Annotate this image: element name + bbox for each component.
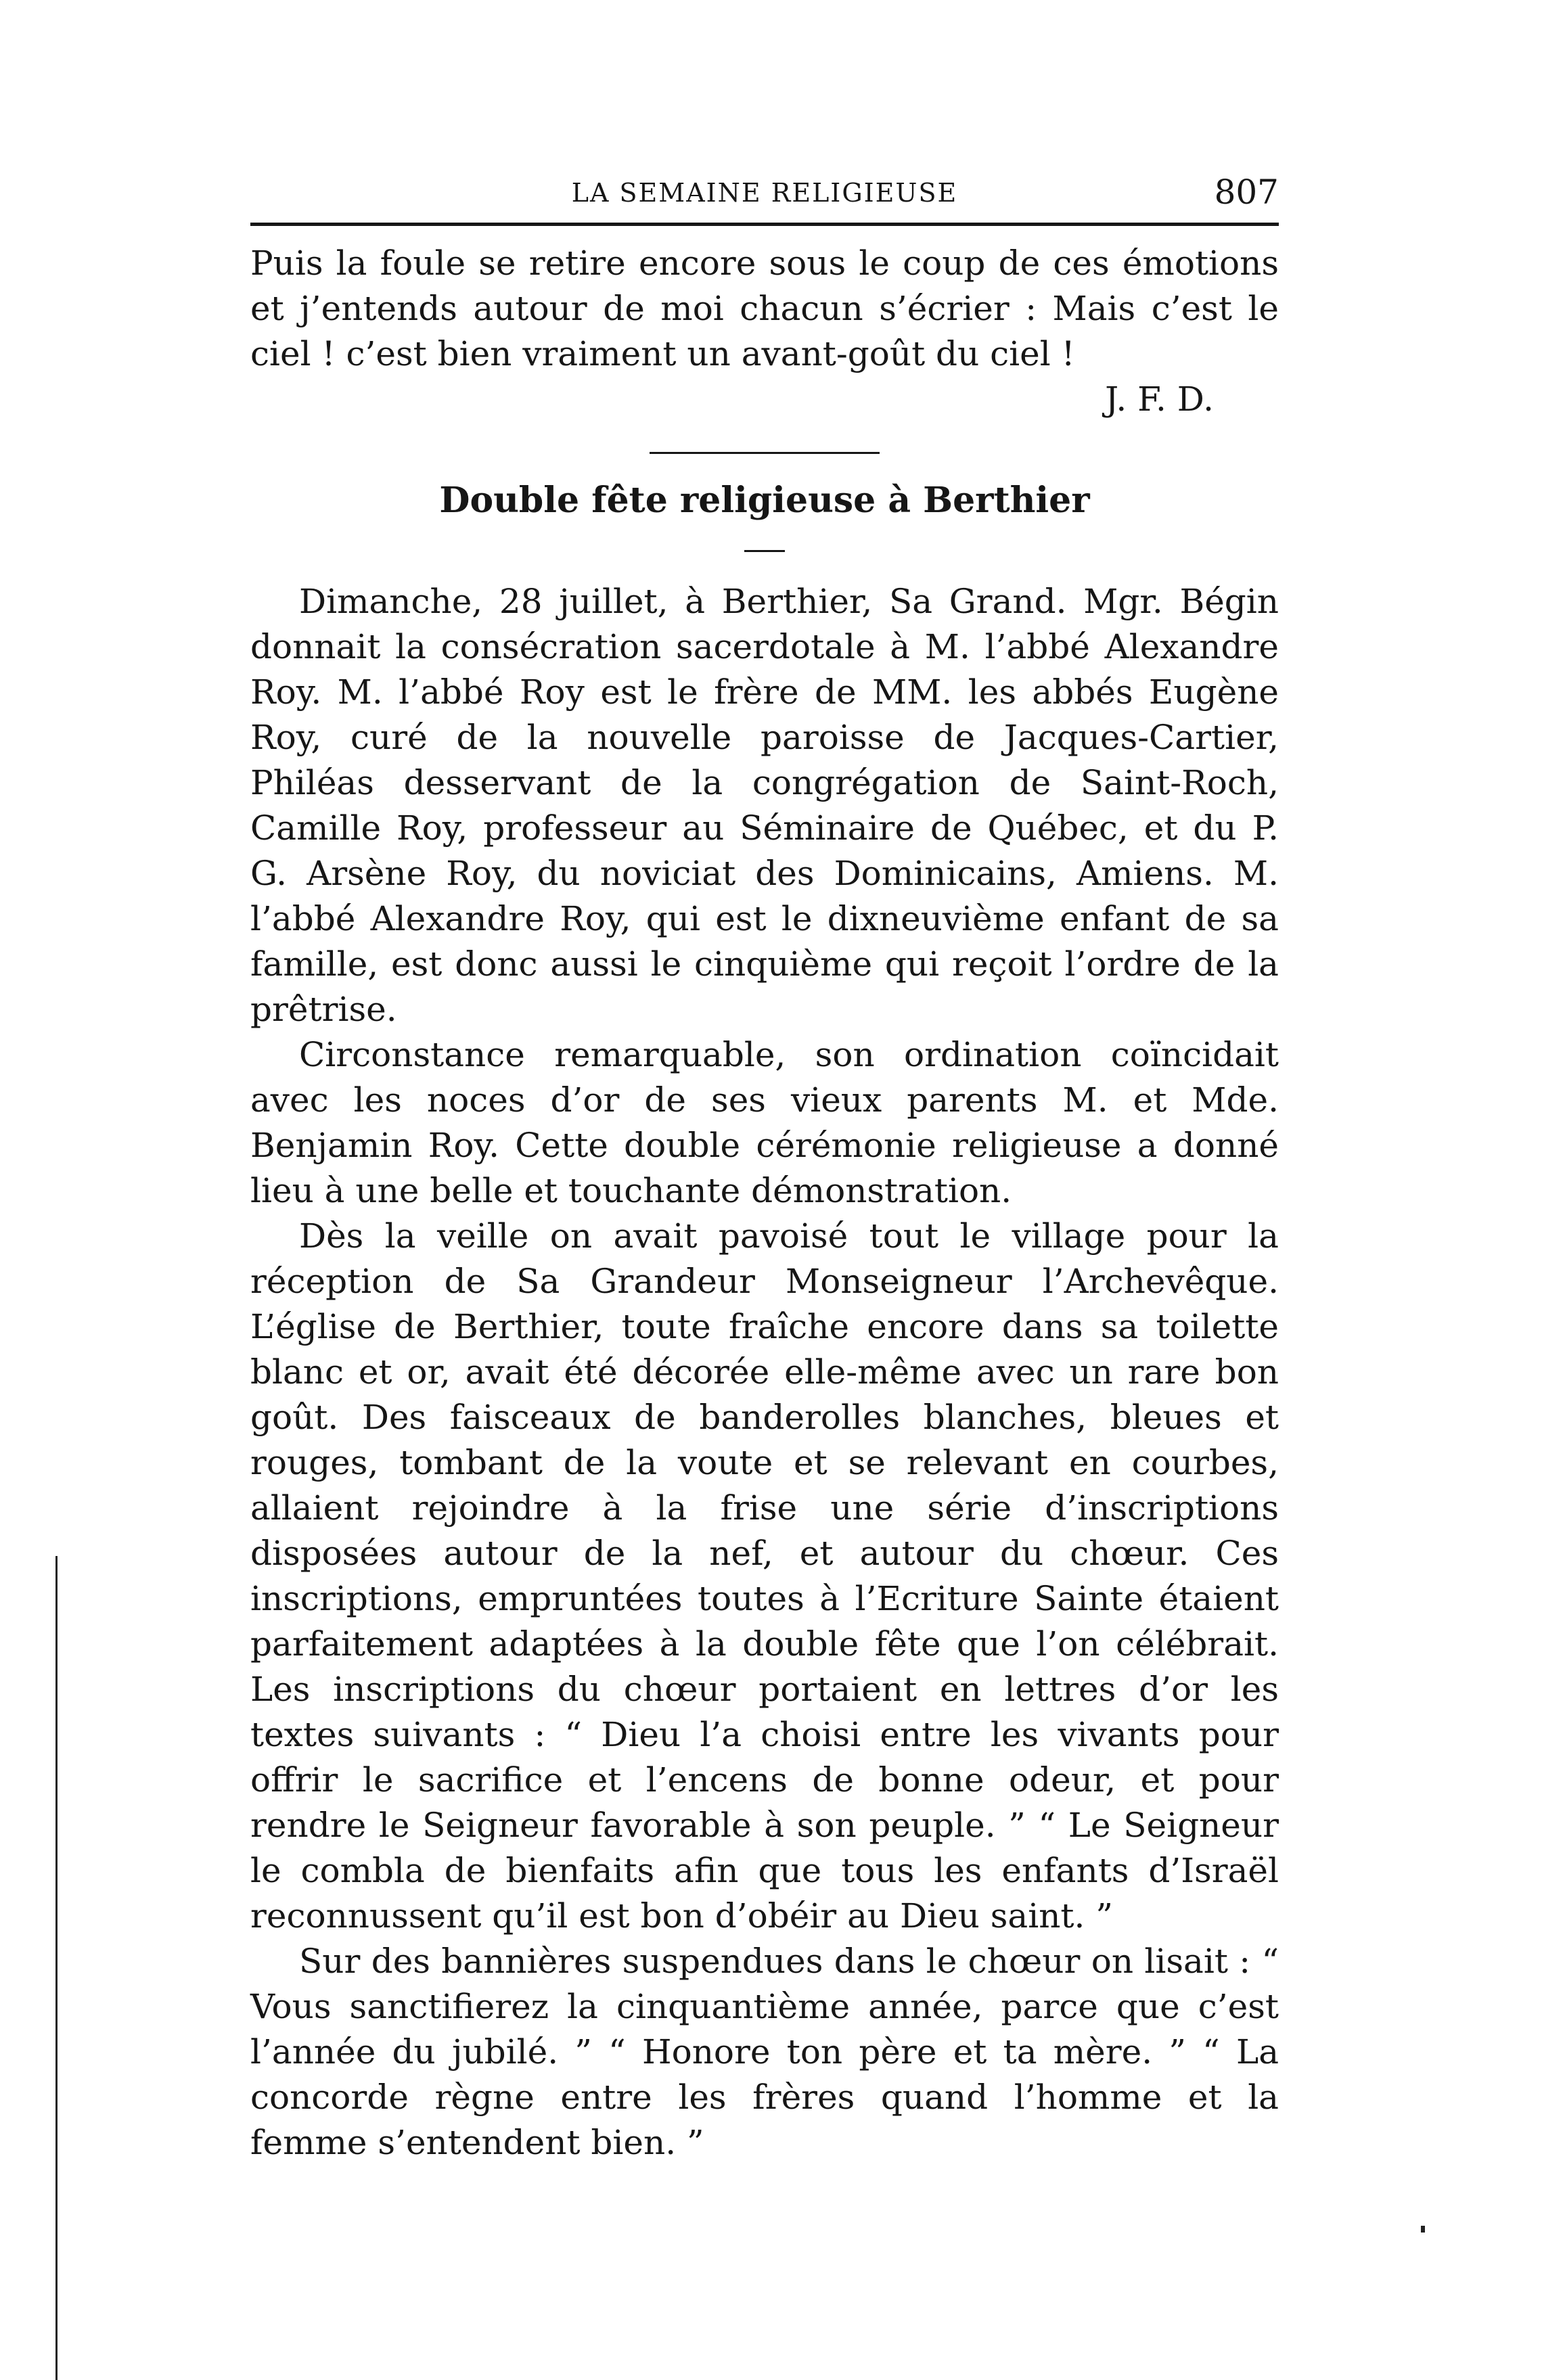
scan-speck [1421,2226,1425,2233]
article-paragraph: Circonstance remarquable, son ordination coïncidait avec les noces d’or de ses vieux parents M. et Mde. Benjamin Roy. Cette double cérémonie religieuse a donné lieu à une belle et touchante démonstration. [250,1035,1279,1210]
running-head [250,173,1279,213]
running-title: LA SEMAINE RELIGIEUSE [571,178,958,208]
closing-paragraph: Puis la foule se retire encore sous le coup de ces émotions et j’entends autour de moi chacun s’écrier : Mais c’est le ciel ! c’est bien vraiment un avant-goût du ciel ! [250,244,1279,373]
section-divider [650,452,880,454]
page [250,173,1279,2166]
scan-margin-line [55,1556,58,2380]
article-paragraph: Sur des bannières suspendues dans le chœur on lisait : “ Vous sanctifierez la cinquantième année, parce que c’est l’année du jubilé. ” “ Honore ton père et ta mère. ” “ La concorde règne entre les frères quand l’homme et la femme s’entendent bien. ” [250,1942,1279,2162]
article-paragraph: Dimanche, 28 juillet, à Berthier, Sa Grand. Mgr. Bégin donnait la consécration sacerdotale à M. l’abbé Alexandre Roy. M. l’abbé Roy est le frère de MM. les abbés Eugène Roy, curé de la nouvelle paroisse de Jacques-Cartier, Philéas desservant de la congrégation de Saint-Roch, Camille Roy, professeur au Séminaire de Québec, et du P. G. Arsène Roy, du noviciat des Dominicains, Amiens. M. l’abbé Alexandre Roy, qui est le dixneuvième enfant de sa famille, est donc aussi le cinquième qui reçoit l’ordre de la prêtrise. [250,582,1279,1029]
title-divider [744,550,785,552]
page-number: 807 [1214,173,1279,212]
article-title: Double fête religieuse à Berthier [439,480,1090,521]
header-rule [250,223,1279,226]
signature: J. F. D. [1105,380,1214,419]
article-paragraph: Dès la veille on avait pavoisé tout le village pour la réception de Sa Grandeur Monseigneur l’Archevêque. L’église de Berthier, toute fraîche encore dans sa toilette blanc et or, avait été décorée elle-même avec un rare bon goût. Des faisceaux de banderolles blanches, bleues et rouges, tombant de la voute et se relevant en courbes, allaient rejoindre à la frise une série d’inscriptions disposées autour de la nef, et autour du chœur. Ces inscriptions, empruntées toutes à l’Ecriture Sainte étaient parfaitement adaptées à la double fête que l’on célébrait. Les inscriptions du chœur portaient en lettres d’or les textes suivants : “ Dieu l’a choisi entre les vivants pour offrir le sacrifice et l’encens de bonne odeur, et pour rendre le Seigneur favorable à son peuple. ” “ Le Seigneur le combla de bienfaits afin que tous les enfants d’Israël reconnussent qu’il est bon d’obéir au Dieu saint. ” [250,1216,1279,1936]
